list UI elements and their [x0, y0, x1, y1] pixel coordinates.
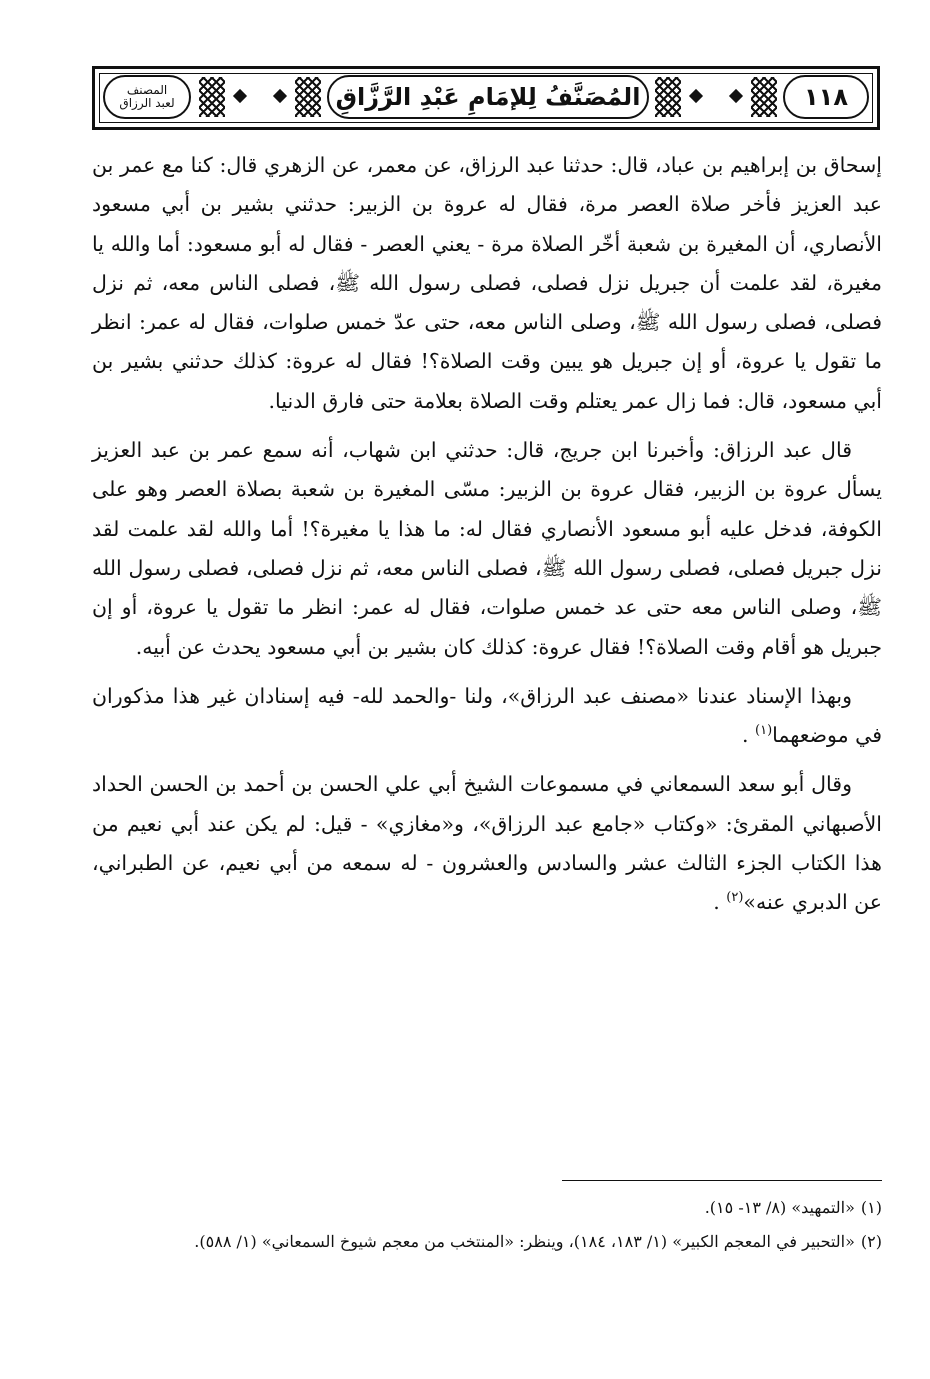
footnote-2-number: (٢)	[860, 1232, 882, 1251]
paragraph-3-text: وبهذا الإسناد عندنا «مصنف عبد الرزاق»، ولنا -والحمد لله- فيه إسنادان غير هذا مذكوران في موضعهما	[92, 683, 882, 748]
footnote-ref-2[interactable]: (٢)	[726, 890, 744, 906]
footnote-1-number: (١)	[860, 1198, 882, 1217]
footnote-divider	[562, 1180, 882, 1181]
book-seal	[103, 75, 191, 119]
ornament-knot-icon	[199, 77, 225, 117]
paragraph-3-trail: .	[741, 723, 756, 748]
running-header	[92, 66, 880, 130]
paragraph-3	[92, 677, 882, 756]
ornament-knot-icon	[655, 77, 681, 117]
footnote-1	[92, 1194, 882, 1222]
main-text	[92, 146, 882, 933]
running-title: المُصَنَّفُ لِلإمَامِ عَبْدِ الرَّزَّاقِ	[327, 75, 649, 119]
ornament-knot-icon	[295, 77, 321, 117]
seal-line-1: المصنف	[126, 83, 168, 97]
paragraph-1: إسحاق بن إبراهيم بن عباد، قال: حدثنا عبد الرزاق، عن معمر، عن الزهري قال: كنا مع عمر بن عبد العزيز فأخر صلاة العصر مرة، فقال له عروة بن الزبير: حدثني بشير بن أبي مسعود الأنصاري، أن المغيرة بن شعبة أخّر الصلاة مرة - يعني العصر - فقال له أبو مسعود: أما والله يا مغيرة، لقد علمت أن جبريل نزل فصلى، فصلى رسول الله ﷺ، فصلى الناس معه، ثم نزل فصلى، فصلى رسول الله ﷺ، وصلى الناس معه، حتى عدّ خمس صلوات، فقال له عمر: انظر ما تقول يا عروة، أو إن جبريل هو يبين وقت الصلاة؟! فقال له عروة: كذلك حدثني بشير بن أبي مسعود، قال: فما زال عمر يعتلم وقت الصلاة بعلامة حتى فارق الدنيا.	[92, 153, 882, 413]
footnote-2-text: «التحبير في المعجم الكبير» (١/ ١٨٣، ١٨٤)، وينظر: «المنتخب من معجم شيوخ السمعاني» (١/ ٥٨٨).	[194, 1232, 855, 1251]
paragraph-2: قال عبد الرزاق: وأخبرنا ابن جريج، قال: حدثني ابن شهاب، أنه سمع عمر بن عبد العزيز يسأل عروة بن الزبير، فقال عروة بن الزبير: مسّى المغيرة بن شعبة بصلاة العصر وهو على الكوفة، فدخل عليه أبو مسعود الأنصاري فقال له: ما هذا يا مغيرة؟! أما والله لقد علمت لقد نزل جبريل فصلى، فصلى رسول الله ﷺ، فصلى الناس معه، ثم نزل فصلى، فصلى رسول الله ﷺ، وصلى الناس معه حتى عد خمس صلوات، فقال له عمر: انظر ما تقول يا عروة، أو إن جبريل هو أقام وقت الصلاة؟! فقال عروة: كذلك كان بشير بن أبي مسعود يحدث عن أبيه.	[92, 438, 882, 659]
paragraph-4-trail: .	[713, 890, 727, 915]
footnote-ref-1[interactable]: (١)	[755, 723, 773, 739]
ornament-knot-icon	[751, 77, 777, 117]
paragraph-4	[92, 765, 882, 922]
footnote-2	[92, 1228, 882, 1256]
footnote-1-text: «التمهيد» (٨/ ١٣- ١٥).	[704, 1198, 855, 1217]
page-number: ١١٨	[783, 75, 869, 119]
paragraph-4-text: وقال أبو سعد السمعاني في مسموعات الشيخ أبي علي الحسن بن أحمد بن الحسن الحداد الأصبهاني المقرئ: «وكتاب «جامع عبد الرزاق»، و«مغازي» - قيل: لم يكن عند أبي نعيم من هذا الكتاب الجزء الثالث عشر والسادس والعشرون - له سمعه من أبي نعيم، عن الطبراني، عن الدبري عنه»	[92, 772, 882, 915]
footnotes	[92, 1194, 882, 1262]
seal-line-2: لعبد الرزاق	[119, 96, 175, 110]
